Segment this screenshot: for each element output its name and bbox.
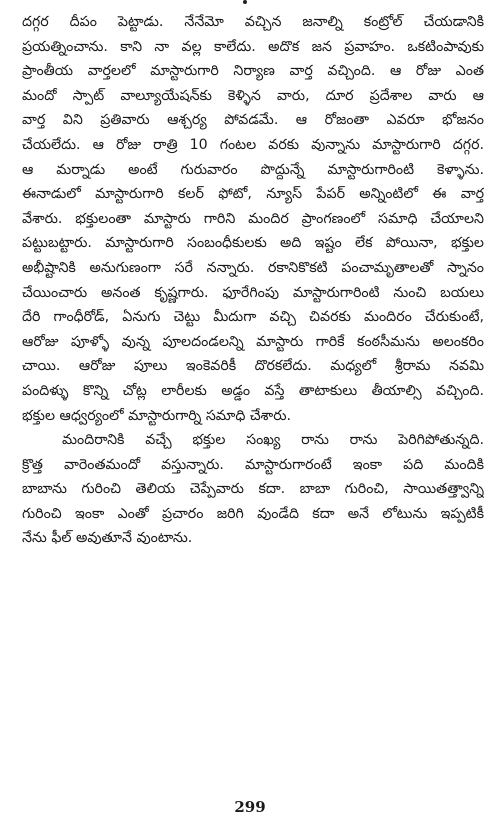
- text-line: ప్రయత్నించాను. కాని నా వల్ల కాలేదు. అదొక జన ప్రవాహం. ఒకటింపావుకు: [22, 38, 484, 55]
- paragraph-2: [22, 428, 484, 551]
- text-line: ఈనాడులో మాస్టారుగారి కలర్ ఫోటో, న్యూస్ పేపర్ అన్నింటిలో ఈ వార్త: [22, 186, 484, 203]
- text-line: నేను ఫీల్ అవుతూనే వుంటాను.: [22, 530, 193, 547]
- text-line: చాయి. ఆరోజు పూలు ఇంకెవరికీ దొరకలేదు. మధ్యలో శ్రీరామ నవమి: [22, 358, 484, 375]
- text-line: వేశారు. భక్తులంతా మాస్టారు గారిని మందిర ప్రాంగణంలో సమాధి చేయాలని: [22, 210, 484, 227]
- print-mark: [243, 0, 247, 4]
- text-line: అభీష్టానికి అనుగుణంగా సరే నన్నారు. రకానికొకటి పంచామృతాలతో స్నానం: [22, 259, 484, 276]
- text-line: చేయించారు అనంత కృష్ణగారు. ఫూరేగింపు మాస్టారుగారింటి నుంచి బయలు: [22, 284, 484, 301]
- text-line: ప్రాంతీయ వార్తలలో మాస్టారుగారి నిర్యాణ వార్త వచ్చింది. ఆ రోజు ఎంత: [22, 63, 484, 80]
- text-line: మందిరానికి వచ్చే భక్తుల సంఖ్య రాను రాను పెరిగిపోతున్నది.: [62, 432, 484, 449]
- text-line: పందిళ్ళు కొన్ని చోట్ల లారీలకు అడ్డం వస్తే తాటాకులు తీయాల్సి వచ్చింది.: [22, 382, 484, 399]
- text-line: దేరి గాంధీరోడ్, ఏనుగు చెట్టు మీదుగా వచ్చి చివరకు మందిరం చేరుకుంటే,: [22, 309, 484, 326]
- body-text: [22, 10, 484, 551]
- text-line: చేయలేదు. ఆ రోజు రాత్రి 10 గంటల వరకు వున్నాను మాస్టారుగారి దగ్గర.: [22, 136, 484, 153]
- paragraph-1: [22, 10, 484, 428]
- text-line: పట్టుబట్టారు. మాస్టారుగారి సంబంధీకులకు అది ఇష్టం లేక పోయినా, భక్తుల: [22, 235, 484, 252]
- text-line: ఆ మర్నాడు అంటే గురువారం పొద్దున్నే మాస్టారుగారింటి కెళ్ళాను.: [22, 161, 484, 178]
- text-line: ఆరోజు పూళ్ళో వున్న పూలదండలన్ని మాస్టారు గారికే కంఠసీమను అలంకరిం: [22, 333, 484, 350]
- text-line: మందో స్పాట్ వాల్యూయేషన్‌కు కెళ్ళిన వారు, దూర ప్రదేశాల వారు ఆ: [22, 87, 484, 104]
- text-line: భక్తుల ఆధ్వర్యంలో మాస్టారుగార్ని సమాధి చేశారు.: [22, 407, 292, 424]
- text-line: దగ్గర దీపం పెట్టాడు. నేనేమో వచ్చిన జనాల్ని కంట్రోల్ చేయడానికి: [22, 14, 484, 30]
- text-line: గురించి ఇంకా ఎంతో ప్రచారం జరిగి వుండేది కదా అనే లోటును ఇప్పటికీ: [22, 505, 484, 522]
- text-line: బాబాను గురించి తెలియ చెప్పేవారు కదా. బాబా గురించి, సాయితత్త్వాన్ని: [22, 481, 484, 498]
- text-line: క్రొత్త వారెంతమందో వస్తున్నారు. మాస్టారుగారంటే ఇంకా పది మందికి: [22, 456, 484, 473]
- text-line: వార్త విని ప్రతివారు ఆశ్చర్య పోవడమే. ఆ రోజంతా ఎవరూ భోజనం: [22, 112, 484, 129]
- page-number: 299: [234, 798, 266, 816]
